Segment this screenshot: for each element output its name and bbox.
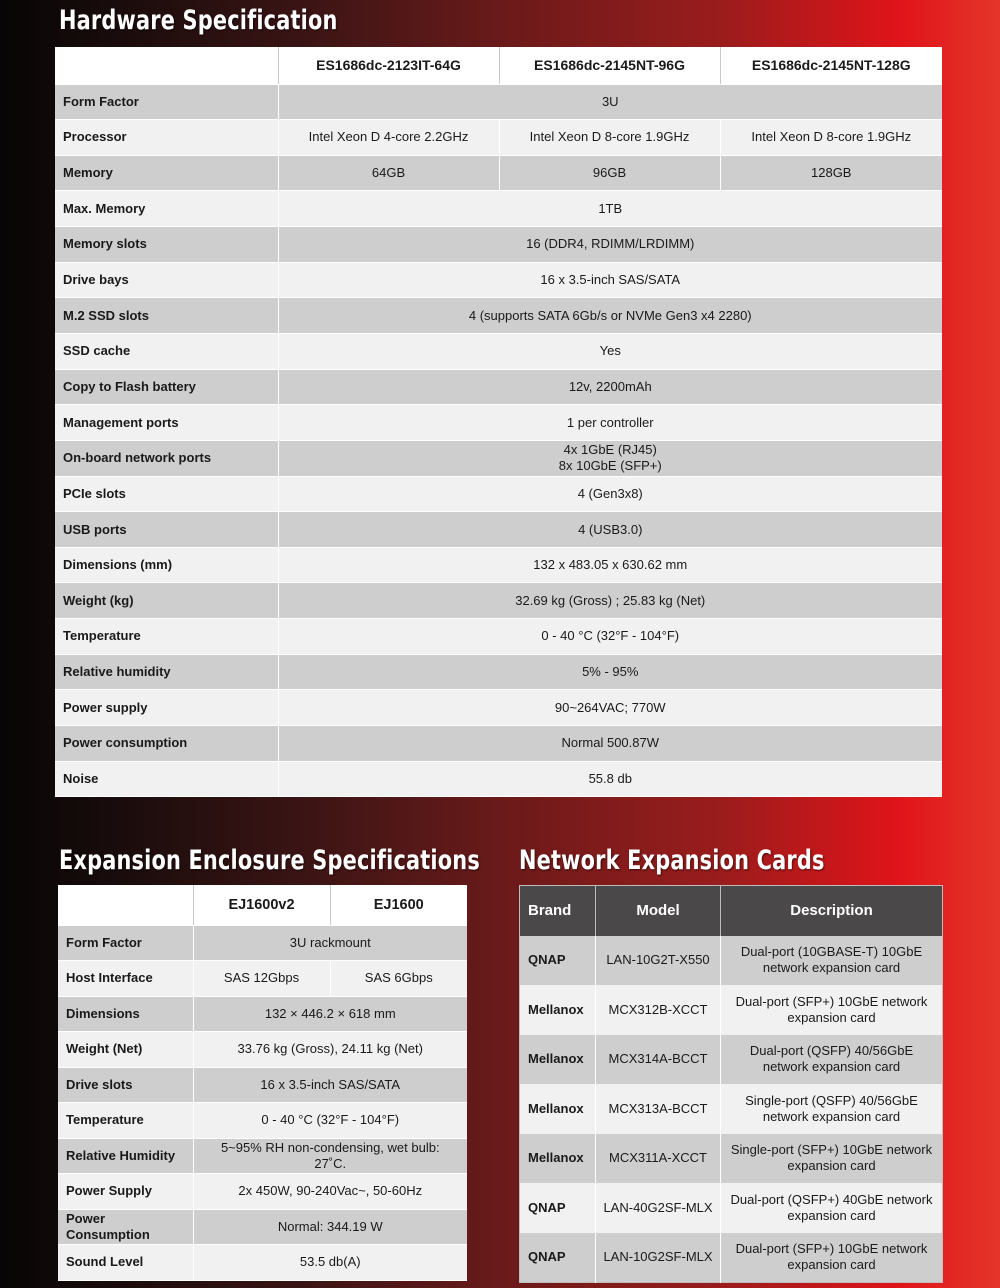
hw-row [55,405,942,441]
cell-line: network expansion card [762,960,901,976]
hw-cell-value: 12v, 2200mAh [278,369,942,405]
hw-cell-value: 96GB [499,155,720,191]
exp-row-label: Power Supply [58,1174,193,1210]
net-description [721,936,943,986]
net-description [721,1233,943,1283]
net-brand: Mellanox [520,985,596,1035]
hw-row-label: Management ports [55,405,278,441]
hw-row-label: Temperature [55,619,278,655]
net-description [721,1134,943,1184]
net-model: LAN-40G2SF-MLX [596,1183,721,1233]
hw-row-label: On-board network ports [55,440,278,476]
exp-row [58,961,467,997]
hw-row-label: PCIe slots [55,476,278,512]
net-row [520,1183,943,1233]
hw-cell-value: 90~264VAC; 770W [278,690,942,726]
exp-row-label: Host Interface [58,961,193,997]
hw-row [55,298,942,334]
hw-row-label: Drive bays [55,262,278,298]
hw-row [55,191,942,227]
net-brand: Mellanox [520,1134,596,1184]
hw-row [55,440,942,476]
hw-row-label: Form Factor [55,84,278,120]
exp-cell-value: 3U rackmount [193,925,467,961]
expansion-enclosure-table [58,885,467,1281]
cell-line: 4x 1GbE (RJ45) [563,442,657,458]
hw-row [55,690,942,726]
cell-line: network expansion card [762,1059,901,1075]
net-description [721,985,943,1035]
exp-cell-value: SAS 12Gbps [193,961,330,997]
net-header-model: Model [596,886,721,936]
exp-row-label: Power Consumption [58,1209,193,1245]
hw-cell-value: 0 - 40 °C (32°F - 104°F) [278,619,942,655]
net-brand: QNAP [520,936,596,986]
exp-row [58,1209,467,1245]
exp-row-label: Sound Level [58,1245,193,1281]
net-row [520,1233,943,1283]
hardware-spec-title: Hardware Specification [59,5,338,36]
exp-row [58,1245,467,1281]
hw-cell-value: 128GB [720,155,942,191]
net-header-brand: Brand [520,886,596,936]
hw-cell-value: Intel Xeon D 4-core 2.2GHz [278,120,499,156]
hw-cell-value: 5% - 95% [278,654,942,690]
hw-row-label: Power consumption [55,726,278,762]
net-model: LAN-10G2T-X550 [596,936,721,986]
hw-row-label: SSD cache [55,333,278,369]
exp-cell-value: 53.5 db(A) [193,1245,467,1281]
hw-cell-value: 4 (Gen3x8) [278,476,942,512]
cell-line: Single-port (SFP+) 10GbE network [730,1142,933,1158]
hw-row [55,369,942,405]
hw-row-label: M.2 SSD slots [55,298,278,334]
hw-cell-value: 16 (DDR4, RDIMM/LRDIMM) [278,227,942,263]
exp-cell-value: Normal: 344.19 W [193,1209,467,1245]
net-brand: QNAP [520,1233,596,1283]
hw-cell-value: 32.69 kg (Gross) ; 25.83 kg (Net) [278,583,942,619]
exp-cell-value [193,1138,467,1174]
hw-row-label: Processor [55,120,278,156]
exp-row [58,1032,467,1068]
exp-row [58,1174,467,1210]
net-model: MCX313A-BCCT [596,1084,721,1134]
exp-cell-value: 132 × 446.2 × 618 mm [193,996,467,1032]
hw-row [55,654,942,690]
hw-cell-value: 4 (supports SATA 6Gb/s or NVMe Gen3 x4 2280) [278,298,942,334]
hw-row [55,761,942,797]
net-description [721,1035,943,1085]
net-row [520,1134,943,1184]
net-header-description: Description [721,886,943,936]
hw-row-label: Dimensions (mm) [55,547,278,583]
hw-cell-value: 16 x 3.5-inch SAS/SATA [278,262,942,298]
hw-row [55,512,942,548]
hw-cell-value: 55.8 db [278,761,942,797]
net-row [520,1035,943,1085]
hw-row-label: Relative humidity [55,654,278,690]
hw-model-header: ES1686dc-2145NT-128G [720,47,942,84]
exp-row-label: Weight (Net) [58,1032,193,1068]
net-brand: QNAP [520,1183,596,1233]
hw-row [55,476,942,512]
exp-row-label: Dimensions [58,996,193,1032]
hw-cell-value: Intel Xeon D 8-core 1.9GHz [720,120,942,156]
hw-cell-value: 1TB [278,191,942,227]
exp-row [58,1103,467,1139]
hw-row [55,583,942,619]
cell-line: Dual-port (SFP+) 10GbE network [735,993,928,1009]
net-model: MCX312B-XCCT [596,985,721,1035]
hardware-spec-table [55,47,942,797]
hw-cell-value: 1 per controller [278,405,942,441]
cell-line: Single-port (QSFP) 40/56GbE [745,1092,918,1108]
hw-cell-value: 132 x 483.05 x 630.62 mm [278,547,942,583]
net-model: MCX311A-XCCT [596,1134,721,1184]
exp-row [58,1067,467,1103]
hw-row [55,155,942,191]
hw-row-label: USB ports [55,512,278,548]
hw-row-label: Max. Memory [55,191,278,227]
cell-line: network expansion card [762,1108,901,1124]
hw-row-label: Weight (kg) [55,583,278,619]
hw-row [55,726,942,762]
exp-cell-value: 16 x 3.5-inch SAS/SATA [193,1067,467,1103]
hw-row [55,547,942,583]
exp-row [58,1138,467,1174]
hw-row [55,227,942,263]
cell-line: Dual-port (QSFP+) 40GbE network [730,1191,933,1207]
hw-corner-cell [55,47,278,84]
exp-corner-cell [58,885,193,925]
exp-model-header: EJ1600 [330,885,467,925]
hw-row [55,333,942,369]
cell-line: expansion card [787,1158,876,1174]
cell-line: expansion card [787,1207,876,1223]
exp-cell-value: SAS 6Gbps [330,961,467,997]
net-description [721,1183,943,1233]
exp-cell-value: 0 - 40 °C (32°F - 104°F) [193,1103,467,1139]
hw-cell-value: Normal 500.87W [278,726,942,762]
cell-line: 8x 10GbE (SFP+) [558,458,662,474]
exp-cell-value: 33.76 kg (Gross), 24.11 kg (Net) [193,1032,467,1068]
hw-row [55,84,942,120]
hw-row-label: Noise [55,761,278,797]
hw-row-label: Memory [55,155,278,191]
exp-cell-value: 2x 450W, 90-240Vac~, 50-60Hz [193,1174,467,1210]
hw-cell-value: 4 (USB3.0) [278,512,942,548]
net-model: LAN-10G2SF-MLX [596,1233,721,1283]
exp-row-label: Form Factor [58,925,193,961]
cell-line: Dual-port (10GBASE-T) 10GbE [740,944,923,960]
cell-line: 27˚C. [314,1155,347,1171]
expansion-enclosure-title: Expansion Enclosure Specifications [59,845,480,876]
hw-model-header: ES1686dc-2123IT-64G [278,47,499,84]
hw-row-label: Copy to Flash battery [55,369,278,405]
hw-cell-value: 3U [278,84,942,120]
network-cards-title: Network Expansion Cards [519,845,825,876]
net-row [520,936,943,986]
exp-model-header: EJ1600v2 [193,885,330,925]
cell-line: Dual-port (QSFP) 40/56GbE [749,1043,914,1059]
hw-row-label: Power supply [55,690,278,726]
hw-row [55,262,942,298]
hw-row-label: Memory slots [55,227,278,263]
net-brand: Mellanox [520,1084,596,1134]
exp-row-label: Drive slots [58,1067,193,1103]
net-description [721,1084,943,1134]
exp-row [58,996,467,1032]
exp-row-label: Temperature [58,1103,193,1139]
hw-cell-value: 64GB [278,155,499,191]
net-row [520,985,943,1035]
net-row [520,1084,943,1134]
hw-row [55,619,942,655]
exp-row [58,925,467,961]
net-brand: Mellanox [520,1035,596,1085]
cell-line: expansion card [787,1257,876,1272]
cell-line: Dual-port (SFP+) 10GbE network [735,1241,928,1256]
hw-cell-value [278,440,942,476]
hw-cell-value: Intel Xeon D 8-core 1.9GHz [499,120,720,156]
network-cards-table [519,885,943,1283]
net-model: MCX314A-BCCT [596,1035,721,1085]
hw-row [55,120,942,156]
cell-line: expansion card [787,1009,876,1025]
cell-line: 5~95% RH non-condensing, wet bulb: [220,1139,440,1155]
hw-model-header: ES1686dc-2145NT-96G [499,47,720,84]
exp-row-label: Relative Humidity [58,1138,193,1174]
hw-cell-value: Yes [278,333,942,369]
